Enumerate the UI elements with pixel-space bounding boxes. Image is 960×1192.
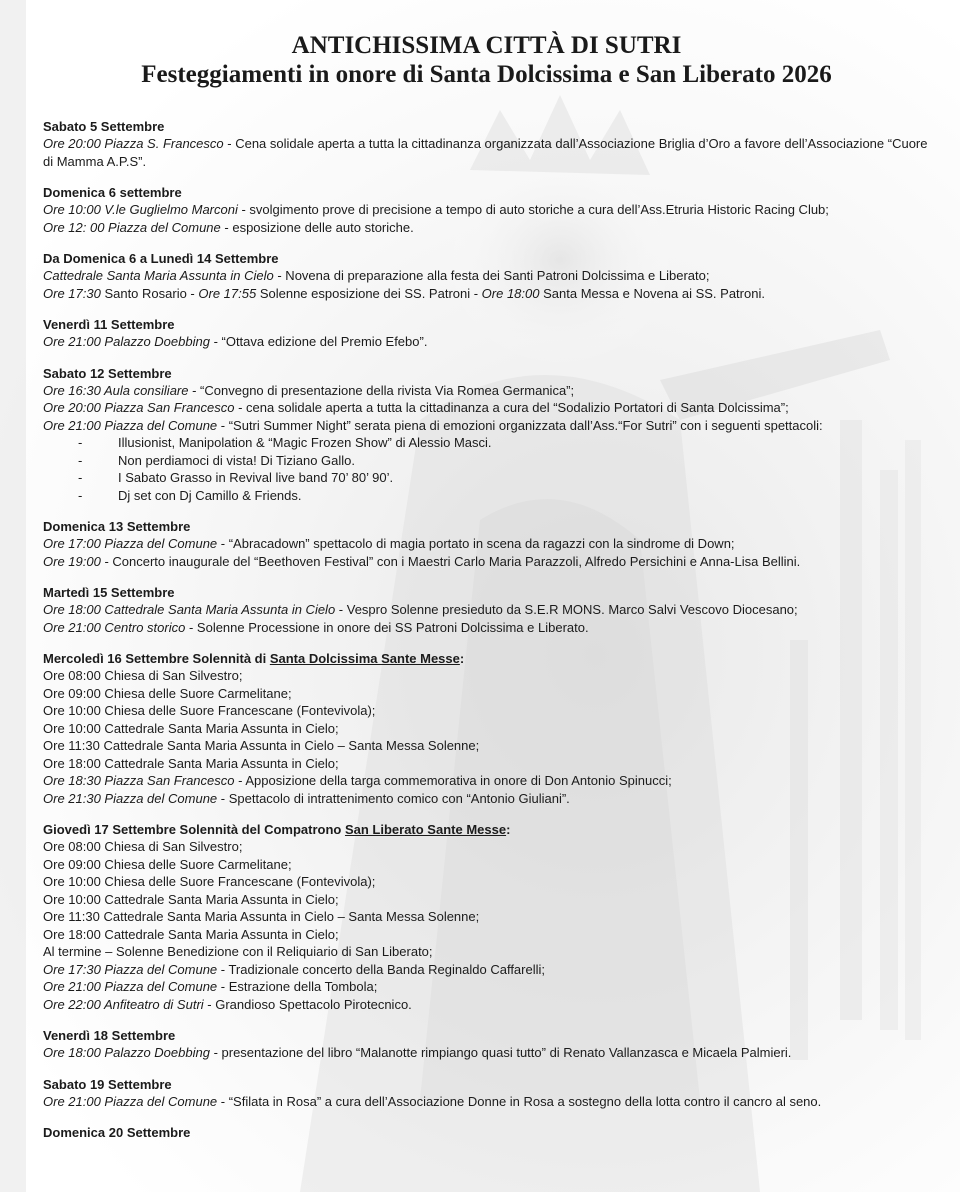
event-time-place: Ore 18:30 Piazza San Francesco (43, 773, 235, 788)
event-line (43, 267, 930, 285)
event-line (43, 772, 930, 790)
event-line (43, 201, 930, 219)
event-time-place: Ore 17:00 Piazza del Comune (43, 536, 218, 551)
event-description: - Cena solidale aperta a tutta la cittadinanza organizzata dall’Associazione Briglia d’Oro a favore dell’Associazione “Cuore di Mamma A.P.S”. (43, 136, 928, 169)
event-description: - “Convegno di presentazione della rivista Via Romea Germanica”; (188, 382, 575, 398)
event-time-place: Cattedrale Santa Maria Assunta in Cielo (43, 268, 274, 283)
event-line (43, 702, 930, 720)
day-heading-text: Domenica 6 settembre (43, 185, 182, 200)
event-description: - “Abracadown” spettacolo di magia portato in scena da ragazzi con la sindrome di Down; (217, 536, 735, 551)
event-line (43, 926, 930, 944)
event-time-place: Ore 21:30 Piazza del Comune (43, 790, 218, 806)
event-line (43, 619, 930, 637)
list-item-text: Non perdiamoci di vista! Di Tiziano Gallo. (118, 452, 355, 468)
event-line (43, 417, 930, 435)
day-section (43, 584, 930, 636)
day-section (43, 1076, 930, 1111)
event-time-place: Ore 22:00 Anfiteatro di Sutri (43, 996, 204, 1012)
event-line (43, 535, 930, 553)
event-description: - cena solidale aperta a tutta la cittadinanza a cura del “Sodalizio Portatori di Santa Dolcissima”; (234, 400, 789, 415)
event-description: - “Ottava edizione del Premio Efebo”. (209, 334, 428, 349)
event-description: - Estrazione della Tombola; (217, 979, 378, 994)
day-heading-text: Venerdì 11 Settembre (43, 317, 175, 332)
day-section (43, 184, 930, 236)
event-description: Solenne esposizione dei SS. Patroni - (256, 285, 482, 301)
event-description: - Vespro Solenne presieduto da S.E.R MONS. Marco Salvi Vescovo Diocesano; (335, 602, 798, 617)
list-item (43, 434, 930, 452)
event-line (43, 399, 930, 417)
list-item (43, 487, 930, 505)
event-time-place: Ore 20:00 Piazza San Francesco (43, 400, 235, 415)
day-heading-underlined: Santa Dolcissima Sante Messe (269, 651, 460, 666)
event-line (43, 720, 930, 738)
day-section (43, 250, 930, 302)
event-description: Al termine – Solenne Benedizione con il Reliquiario di San Liberato; (43, 944, 433, 959)
event-line (43, 891, 930, 909)
event-description: Santa Messa e Novena ai SS. Patroni. (539, 285, 765, 301)
list-item (43, 452, 930, 470)
day-heading-text: Sabato 12 Settembre (43, 365, 172, 381)
event-description: Ore 10:00 Cattedrale Santa Maria Assunta in Cielo; (43, 720, 339, 736)
show-list (43, 434, 930, 504)
day-heading-text: Venerdì 18 Settembre (43, 1028, 176, 1043)
event-description: - “Sfilata in Rosa” a cura dell’Associazione Donne in Rosa a sostegno della lotta contro il cancro al seno. (217, 1093, 822, 1109)
day-heading (43, 316, 930, 333)
event-line (43, 737, 930, 755)
day-heading-underlined: San Liberato Sante Messe (344, 822, 507, 837)
event-time-place: Ore 21:00 Piazza del Comune (43, 1093, 218, 1109)
event-line (43, 1044, 930, 1062)
event-time-place: Ore 21:00 Piazza del Comune (43, 979, 218, 994)
event-line (43, 382, 930, 400)
event-description: - Grandioso Spettacolo Pirotecnico. (203, 996, 412, 1012)
program-sections (43, 118, 930, 1141)
event-time-place: Ore 10:00 V.le Guglielmo Marconi (43, 202, 238, 217)
day-heading-text: Domenica 13 Settembre (43, 519, 191, 534)
event-description: Ore 08:00 Chiesa di San Silvestro; (43, 839, 243, 854)
event-line (43, 978, 930, 996)
event-description: Ore 10:00 Chiesa delle Suore Francescane (Fontevivola); (43, 874, 376, 889)
event-description: Ore 10:00 Cattedrale Santa Maria Assunta in Cielo; (43, 891, 339, 907)
list-item-text: Dj set con Dj Camillo & Friends. (118, 487, 302, 503)
day-heading (43, 584, 930, 601)
event-description: - svolgimento prove di precisione a tempo di auto storiche a cura dell’Ass.Etruria Historic Racing Club; (237, 202, 829, 217)
event-line (43, 1093, 930, 1111)
day-heading (43, 118, 930, 135)
event-time-place: Ore 12: 00 Piazza del Comune (43, 219, 221, 235)
event-description: Santo Rosario - (100, 285, 199, 301)
event-line (43, 790, 930, 808)
day-heading-text: Domenica 20 Settembre (43, 1125, 191, 1140)
event-description: - Solenne Processione in onore dei SS Patroni Dolcissima e Liberato. (185, 619, 589, 635)
day-heading (43, 250, 930, 267)
event-line (43, 135, 930, 170)
event-time-place: Ore 16:30 Aula consiliare (43, 382, 189, 398)
event-time-place: Ore 18:00 Palazzo Doebbing (43, 1045, 210, 1060)
event-description: Ore 18:00 Cattedrale Santa Maria Assunta in Cielo; (43, 755, 339, 771)
event-time-place: Ore 20:00 Piazza S. Francesco (43, 136, 224, 151)
event-line (43, 667, 930, 685)
event-description: - Tradizionale concerto della Banda Reginaldo Caffarelli; (217, 961, 545, 977)
event-line (43, 908, 930, 926)
list-item-text: I Sabato Grasso in Revival live band 70’ 80’ 90’. (118, 470, 394, 485)
event-time-place: Ore 18:00 Cattedrale Santa Maria Assunta in Cielo (43, 602, 336, 617)
event-line (43, 755, 930, 773)
page-title: ANTICHISSIMA CITTÀ DI SUTRI (291, 32, 682, 59)
bullet-dash: - (78, 487, 83, 503)
bullet-dash: - (78, 435, 83, 450)
page-subtitle: Festeggiamenti in onore di Santa Dolcissima e San Liberato 2026 (141, 61, 832, 88)
event-time-place: Ore 19:00 (43, 553, 101, 569)
event-time-place: Ore 17:30 (43, 285, 101, 301)
event-line (43, 996, 930, 1014)
event-description: Ore 11:30 Cattedrale Santa Maria Assunta in Cielo – Santa Messa Solenne; (43, 738, 480, 753)
event-line (43, 553, 930, 571)
event-time-place: Ore 21:00 Centro storico (43, 619, 186, 635)
day-heading-text: Sabato 5 Settembre (43, 119, 165, 134)
list-item-text: Illusionist, Manipolation & “Magic Frozen Show” di Alessio Masci. (118, 435, 492, 450)
day-section (43, 316, 930, 351)
day-heading-text: Mercoledì 16 Settembre Solennità di (43, 651, 270, 666)
day-heading-text: Giovedì 17 Settembre Solennità del Compatrono (43, 822, 345, 837)
day-section (43, 1124, 930, 1141)
event-description: - “Sutri Summer Night” serata piena di emozioni organizzata dall’Ass.“For Sutri” con i seguenti spettacoli: (217, 417, 823, 433)
day-heading (43, 1027, 930, 1044)
event-line (43, 285, 930, 303)
day-heading (43, 365, 930, 382)
event-description: Ore 09:00 Chiesa delle Suore Carmelitane; (43, 856, 292, 872)
day-section (43, 365, 930, 505)
event-line (43, 961, 930, 979)
event-line (43, 219, 930, 237)
event-line (43, 943, 930, 961)
day-heading (43, 184, 930, 201)
event-description: Ore 10:00 Chiesa delle Suore Francescane (Fontevivola); (43, 703, 376, 718)
event-description: - esposizione delle auto storiche. (220, 219, 414, 235)
day-section (43, 1027, 930, 1062)
day-heading-text: Sabato 19 Settembre (43, 1076, 172, 1092)
event-description: - Novena di preparazione alla festa dei Santi Patroni Dolcissima e Liberato; (273, 268, 710, 283)
event-description: - presentazione del libro “Malanotte rimpiango quasi tutto” di Renato Vallanzasca e Micaela Palmieri. (209, 1045, 792, 1060)
day-heading (43, 518, 930, 535)
day-heading (43, 1076, 930, 1093)
bullet-dash: - (78, 470, 83, 485)
event-line (43, 873, 930, 891)
event-description: Ore 11:30 Cattedrale Santa Maria Assunta in Cielo – Santa Messa Solenne; (43, 909, 480, 924)
event-description: - Spettacolo di intrattenimento comico con “Antonio Giuliani”. (217, 790, 570, 806)
day-heading-end: : (459, 651, 465, 666)
day-section (43, 118, 930, 170)
event-description: Ore 18:00 Cattedrale Santa Maria Assunta in Cielo; (43, 926, 339, 942)
day-heading (43, 1124, 930, 1141)
list-item (43, 469, 930, 487)
event-description: - Concerto inaugurale del “Beethoven Festival” con i Maestri Carlo Maria Parazzoli, Alfredo Persichini e Anna-Lisa Bellini. (100, 553, 801, 569)
day-heading (43, 821, 930, 838)
event-description: Ore 09:00 Chiesa delle Suore Carmelitane; (43, 685, 292, 701)
day-section (43, 650, 930, 807)
event-time-place: Ore 17:30 Piazza del Comune (43, 961, 218, 977)
day-section (43, 821, 930, 1013)
event-line (43, 333, 930, 351)
bullet-dash: - (78, 452, 83, 468)
event-description: Ore 08:00 Chiesa di San Silvestro; (43, 668, 243, 683)
day-heading-text: Martedì 15 Settembre (43, 585, 175, 600)
event-line (43, 601, 930, 619)
event-time-place: Ore 18:00 (481, 285, 540, 301)
event-time-place: Ore 21:00 Piazza del Comune (43, 417, 218, 433)
event-line (43, 685, 930, 703)
event-line (43, 838, 930, 856)
event-line (43, 856, 930, 874)
event-time-place: Ore 21:00 Palazzo Doebbing (43, 334, 210, 349)
day-section (43, 518, 930, 570)
event-description: - Apposizione della targa commemorativa in onore di Don Antonio Spinucci; (234, 773, 672, 788)
day-heading (43, 650, 930, 667)
day-heading-end: : (506, 822, 511, 837)
event-time-place: Ore 17:55 (198, 285, 257, 301)
day-heading-text: Da Domenica 6 a Lunedì 14 Settembre (43, 251, 279, 266)
